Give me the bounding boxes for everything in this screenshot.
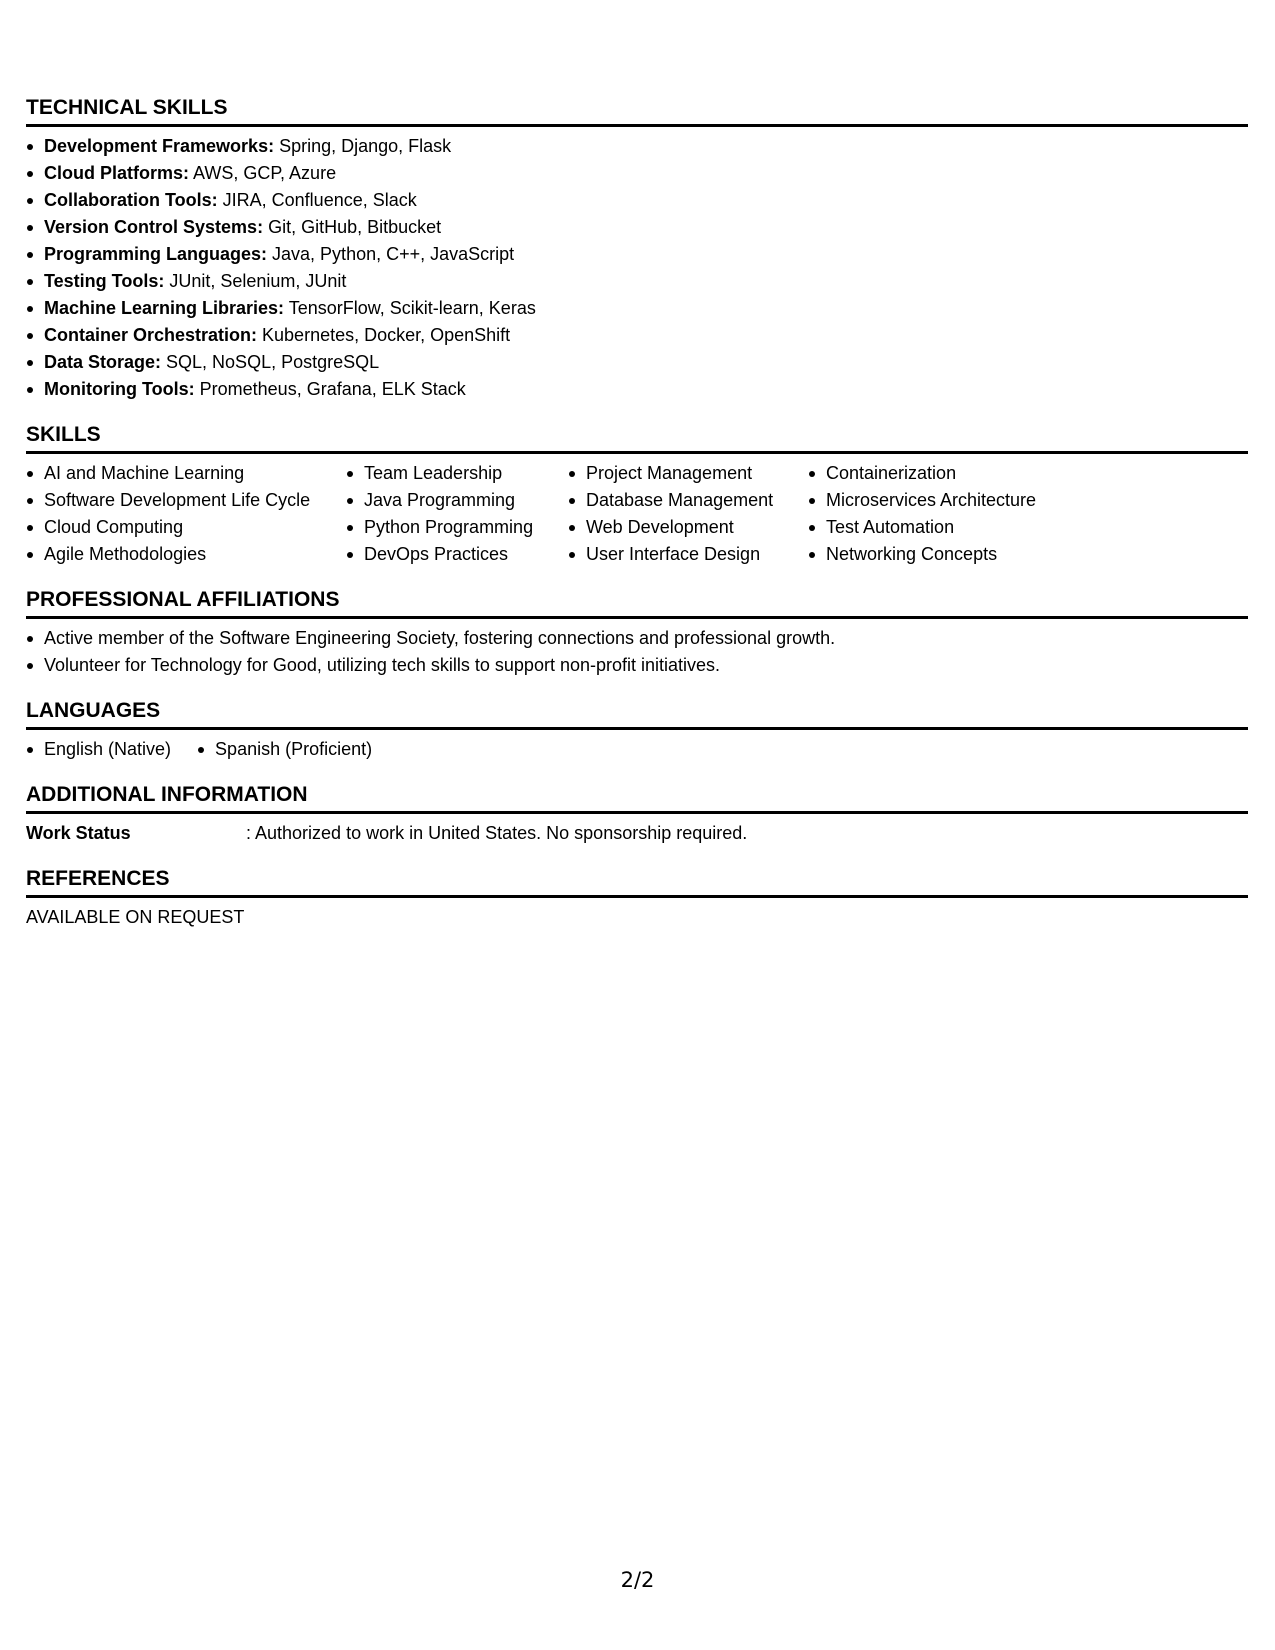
technical-skill-label: Version Control Systems:	[44, 217, 264, 237]
skill-item: Web Development	[586, 514, 808, 541]
technical-skill-value: AWS, GCP, Azure	[189, 163, 337, 183]
technical-skill-item	[44, 241, 1248, 268]
skills-grid	[26, 460, 1248, 568]
info-key: Work Status	[26, 823, 131, 843]
skill-item: Java Programming	[364, 487, 568, 514]
info-value: : Authorized to work in United States. No sponsorship required.	[246, 823, 748, 843]
info-row	[26, 820, 1248, 847]
skill-item: Containerization	[826, 460, 1086, 487]
affiliations-section	[26, 588, 1248, 679]
skill-item: DevOps Practices	[364, 541, 568, 568]
skill-item: Database Management	[586, 487, 808, 514]
language-item: English (Native)	[44, 736, 171, 763]
technical-skill-item	[44, 322, 1248, 349]
technical-skills-section	[26, 96, 1248, 403]
skill-item: Team Leadership	[364, 460, 568, 487]
languages-list	[26, 736, 1248, 763]
skill-item: Cloud Computing	[44, 514, 346, 541]
technical-skill-value: Git, GitHub, Bitbucket	[263, 217, 442, 237]
technical-skill-value: JUnit, Selenium, JUnit	[164, 271, 347, 291]
technical-skill-value: TensorFlow, Scikit-learn, Keras	[284, 298, 536, 318]
language-item: Spanish (Proficient)	[215, 736, 372, 763]
technical-skill-value: Java, Python, C++, JavaScript	[267, 244, 515, 264]
technical-skill-item	[44, 295, 1248, 322]
additional-information-section	[26, 783, 1248, 847]
technical-skill-value: Spring, Django, Flask	[274, 136, 452, 156]
additional-information-heading: ADDITIONAL INFORMATION	[26, 783, 1248, 814]
technical-skill-label: Cloud Platforms:	[44, 163, 190, 183]
resume-page	[26, 96, 1248, 951]
skill-item: Project Management	[586, 460, 808, 487]
affiliation-item: Active member of the Software Engineering Society, fostering connections and professional growth.	[44, 625, 1248, 652]
technical-skill-item	[44, 349, 1248, 376]
skills-column	[26, 460, 346, 568]
technical-skill-value: Kubernetes, Docker, OpenShift	[257, 325, 511, 345]
technical-skill-value: SQL, NoSQL, PostgreSQL	[161, 352, 380, 372]
skill-item: Python Programming	[364, 514, 568, 541]
skill-item: Test Automation	[826, 514, 1086, 541]
references-heading: REFERENCES	[26, 867, 1248, 898]
technical-skill-item	[44, 268, 1248, 295]
skills-column	[346, 460, 568, 568]
skill-item: Microservices Architecture	[826, 487, 1086, 514]
affiliations-heading: PROFESSIONAL AFFILIATIONS	[26, 588, 1248, 619]
technical-skills-heading: TECHNICAL SKILLS	[26, 96, 1248, 127]
skill-item: Agile Methodologies	[44, 541, 346, 568]
skills-heading: SKILLS	[26, 423, 1248, 454]
technical-skill-label: Container Orchestration:	[44, 325, 258, 345]
skills-section	[26, 423, 1248, 568]
technical-skill-item	[44, 160, 1248, 187]
technical-skill-value: JIRA, Confluence, Slack	[217, 190, 417, 210]
skill-item: AI and Machine Learning	[44, 460, 346, 487]
skill-item: Networking Concepts	[826, 541, 1086, 568]
technical-skill-item	[44, 214, 1248, 241]
technical-skill-label: Monitoring Tools:	[44, 379, 195, 399]
technical-skill-label: Testing Tools:	[44, 271, 165, 291]
technical-skill-item	[44, 376, 1248, 403]
technical-skill-label: Collaboration Tools:	[44, 190, 218, 210]
references-text: AVAILABLE ON REQUEST	[26, 907, 245, 927]
technical-skill-value: Prometheus, Grafana, ELK Stack	[194, 379, 466, 399]
affiliation-item: Volunteer for Technology for Good, utilizing tech skills to support non-profit initiatives.	[44, 652, 1248, 679]
technical-skills-list	[26, 133, 1248, 403]
languages-section	[26, 699, 1248, 763]
page-number: 2/2	[620, 1568, 655, 1592]
affiliations-list	[26, 625, 1248, 679]
skills-column	[808, 460, 1086, 568]
technical-skill-item	[44, 133, 1248, 160]
skills-column	[568, 460, 808, 568]
technical-skill-label: Data Storage:	[44, 352, 162, 372]
technical-skill-label: Machine Learning Libraries:	[44, 298, 285, 318]
technical-skill-item	[44, 187, 1248, 214]
skill-item: User Interface Design	[586, 541, 808, 568]
technical-skill-label: Development Frameworks:	[44, 136, 275, 156]
references-section	[26, 867, 1248, 931]
languages-heading: LANGUAGES	[26, 699, 1248, 730]
technical-skill-label: Programming Languages:	[44, 244, 268, 264]
skill-item: Software Development Life Cycle	[44, 487, 346, 514]
